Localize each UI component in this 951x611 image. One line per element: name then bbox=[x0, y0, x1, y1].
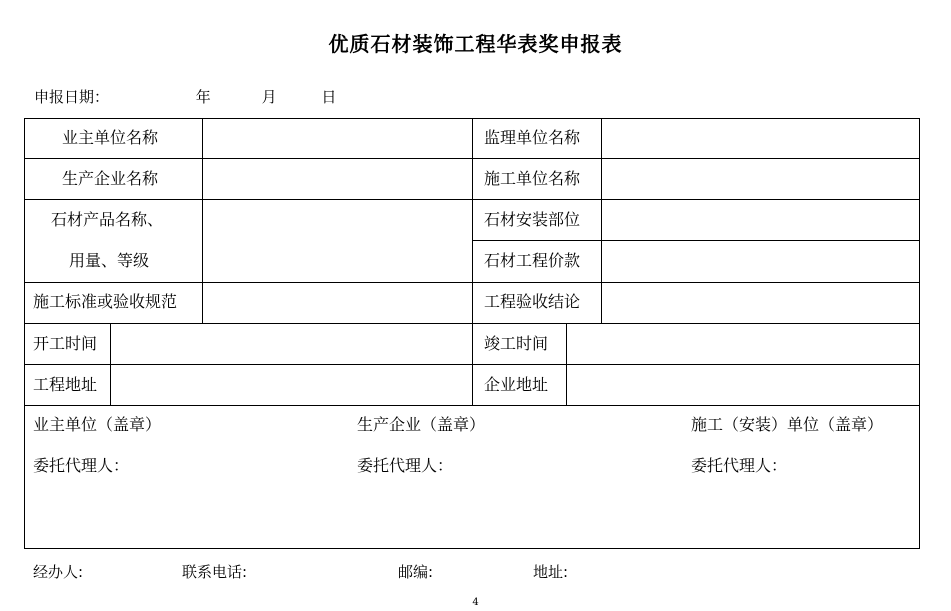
handler-label: 经办人: bbox=[33, 563, 84, 581]
col-divider bbox=[566, 323, 567, 405]
supervisor-unit-label: 监理单位名称 bbox=[484, 128, 581, 147]
project-price-label: 石材工程价款 bbox=[484, 251, 581, 270]
start-time-label: 开工时间 bbox=[33, 334, 98, 353]
project-address-label: 工程地址 bbox=[33, 375, 98, 394]
owner-seal-label: 业主单位（盖章） bbox=[33, 415, 162, 434]
standard-label: 施工标准或验收规范 bbox=[33, 292, 178, 311]
row-divider bbox=[24, 405, 920, 406]
col-divider bbox=[601, 118, 602, 323]
col-divider bbox=[110, 323, 111, 405]
date-day: 日 bbox=[321, 88, 337, 106]
application-date-line bbox=[34, 86, 336, 107]
construction-unit-label: 施工单位名称 bbox=[484, 169, 581, 188]
owner-unit-label: 业主单位名称 bbox=[62, 128, 159, 147]
phone-label: 联系电话: bbox=[182, 563, 248, 581]
producer-label: 生产企业名称 bbox=[62, 169, 159, 188]
postcode-label: 邮编: bbox=[398, 563, 434, 581]
producer-seal-label: 生产企业（盖章） bbox=[357, 415, 486, 434]
col-divider bbox=[472, 118, 473, 405]
stone-product-label-line1: 石材产品名称、 bbox=[51, 210, 164, 229]
date-year: 年 bbox=[195, 88, 211, 106]
date-month: 月 bbox=[261, 88, 277, 106]
acceptance-label: 工程验收结论 bbox=[484, 292, 581, 311]
form-title: 优质石材装饰工程华表奖申报表 bbox=[328, 32, 623, 56]
page-number: 4 bbox=[472, 597, 479, 608]
col-divider bbox=[202, 118, 203, 323]
builder-seal-label: 施工（安装）单位（盖章） bbox=[691, 415, 884, 434]
address-label: 地址: bbox=[533, 563, 569, 581]
install-location-label: 石材安装部位 bbox=[484, 210, 581, 229]
date-label: 申报日期： bbox=[34, 88, 110, 106]
end-time-label: 竣工时间 bbox=[484, 334, 549, 353]
stone-product-label-line2: 用量、等级 bbox=[69, 251, 150, 270]
agent-label-builder: 委托代理人： bbox=[691, 456, 788, 475]
row-divider bbox=[472, 240, 920, 241]
agent-label-producer: 委托代理人： bbox=[357, 456, 454, 475]
company-address-label: 企业地址 bbox=[484, 375, 549, 394]
agent-label-owner: 委托代理人： bbox=[33, 456, 130, 475]
